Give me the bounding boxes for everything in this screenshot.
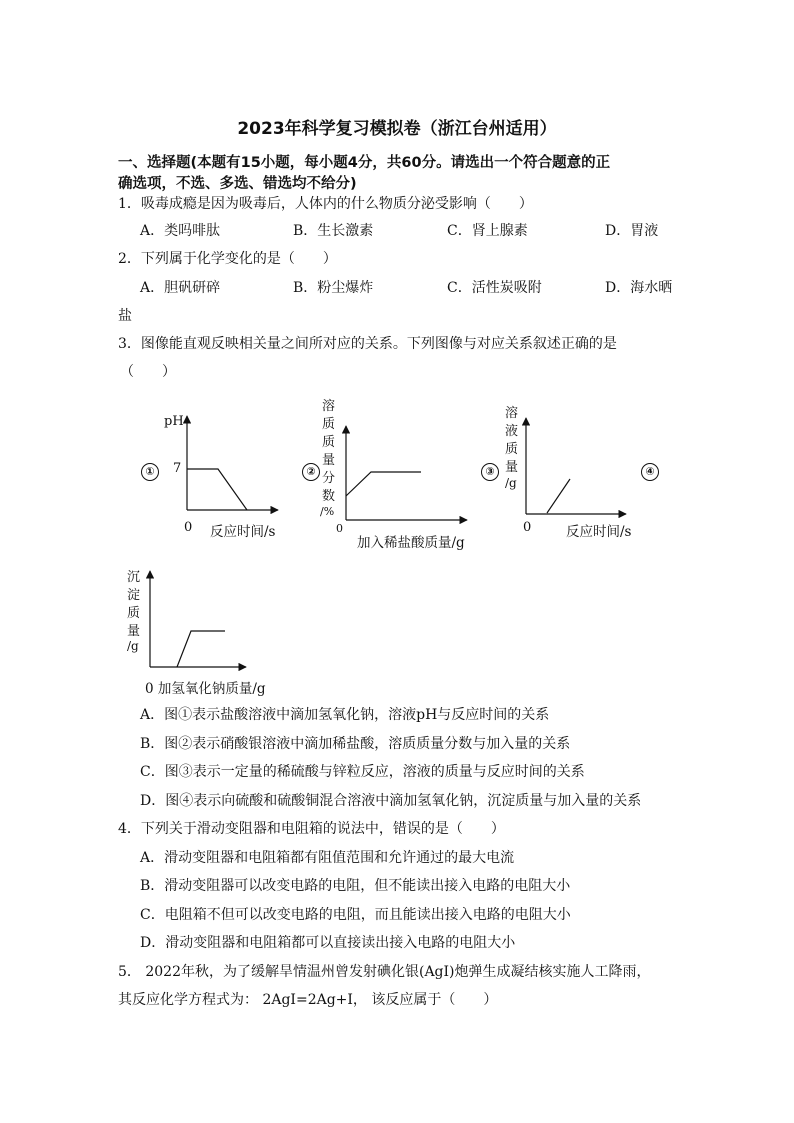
graph2-ylabel-3: 量 xyxy=(322,453,336,468)
graph4-marker: ④ xyxy=(641,463,659,481)
graph4 xyxy=(150,571,246,667)
page-title: 2023年科学复习模拟卷（浙江台州适用） xyxy=(237,119,557,139)
graph3-ylabel-3: 量 xyxy=(505,460,519,475)
graph2-origin: 0 xyxy=(336,522,343,535)
graph1-ylabel: pH xyxy=(164,414,184,429)
graph1-curve xyxy=(187,469,247,510)
graph3-curve xyxy=(547,479,570,513)
section-heading-line2: 确选项，不选、多选、错选均不给分) xyxy=(118,176,357,192)
graph4-ylabel-1: 淀 xyxy=(127,588,141,603)
graph3-marker: ③ xyxy=(481,463,499,481)
q3-option-c: C．图③表示一定量的稀硫酸与锌粒反应，溶液的质量与反应时间的关系 xyxy=(140,764,585,780)
q4-stem: 4．下列关于滑动变阻器和电阻箱的说法中，错误的是（ ） xyxy=(118,821,505,837)
graph3-ylabel-1: 液 xyxy=(505,424,519,439)
graph1 xyxy=(187,416,278,510)
graph2-curve xyxy=(346,472,421,496)
graph2-xlabel: 加入稀盐酸质量/g xyxy=(357,535,465,551)
graph3-ylabel-2: 质 xyxy=(505,442,519,457)
q2-stem: 2．下列属于化学变化的是（ ） xyxy=(118,251,337,267)
q2-option-a: A．胆矾研碎 xyxy=(140,280,221,296)
graph1-marker: ① xyxy=(141,463,159,481)
q2-option-d: D．海水晒 xyxy=(605,280,673,296)
q1-option-b: B．生长激素 xyxy=(293,223,374,239)
graph4-ylabel-4: /g xyxy=(127,639,139,653)
graph4-ylabel-0: 沉 xyxy=(127,570,141,585)
graph2-marker: ② xyxy=(302,463,320,481)
q1-option-c: C．肾上腺素 xyxy=(447,223,528,239)
q4-option-c: C．电阻箱不但可以改变电路的电阻，而且能读出接入电路的电阻大小 xyxy=(140,907,571,923)
q3-option-a: A．图①表示盐酸溶液中滴加氢氧化钠，溶液pH与反应时间的关系 xyxy=(140,707,550,723)
q2-option-d-wrap: 盐 xyxy=(118,308,132,324)
q4-option-a: A．滑动变阻器和电阻箱都有阻值范围和允许通过的最大电流 xyxy=(140,850,515,866)
q3-option-b: B．图②表示硝酸银溶液中滴加稀盐酸，溶质质量分数与加入量的关系 xyxy=(140,736,571,752)
graph2-ylabel-5: 数 xyxy=(322,489,336,504)
q5-line2: 其反应化学方程式为： 2AgI=2Ag+I， 该反应属于（ ） xyxy=(118,992,498,1008)
q2-option-b: B．粉尘爆炸 xyxy=(293,280,374,296)
graph4-curve xyxy=(177,631,225,667)
graph2-ylabel-6: /% xyxy=(320,505,335,518)
q4-option-b: B．滑动变阻器可以改变电路的电阻，但不能读出接入电路的电阻大小 xyxy=(140,878,571,894)
graph3-xlabel: 反应时间/s xyxy=(566,524,632,540)
graph4-ylabel-3: 量 xyxy=(127,624,141,639)
q1-stem: 1．吸毒成瘾是因为吸毒后，人体内的什么物质分泌受影响（ ） xyxy=(118,196,533,212)
q2-option-c: C．活性炭吸附 xyxy=(447,280,542,296)
graph2-ylabel-1: 质 xyxy=(322,417,336,432)
q5-line1: 5． 2022年秋，为了缓解旱情温州曾发射碘化银(AgI)炮弹生成凝结核实施人工降雨， xyxy=(118,964,651,980)
graph3 xyxy=(526,418,626,514)
q1-option-a: A．类吗啡肽 xyxy=(140,223,221,239)
q4-option-d: D．滑动变阻器和电阻箱都可以直接读出接入电路的电阻大小 xyxy=(140,935,516,951)
graph2-ylabel-2: 质 xyxy=(322,435,336,450)
graph3-ylabel-4: /g xyxy=(505,476,517,490)
graph1-xlabel: 反应时间/s xyxy=(210,524,276,540)
graph3-origin: 0 xyxy=(523,520,532,535)
graph2-ylabel-0: 溶 xyxy=(322,399,336,414)
graph2 xyxy=(346,426,467,520)
graph2-ylabel-4: 分 xyxy=(322,471,336,486)
q3-paren: （ ） xyxy=(120,364,176,380)
graph3-ylabel-0: 溶 xyxy=(505,406,519,421)
graph4-ylabel-2: 质 xyxy=(127,606,141,621)
graph1-origin: 0 xyxy=(184,520,193,535)
q3-stem: 3．图像能直观反映相关量之间所对应的关系。下列图像与对应关系叙述正确的是 xyxy=(118,336,617,352)
graph1-ytick: 7 xyxy=(173,461,182,476)
section-heading-line1: 一、选择题(本题有15小题，每小题4分，共60分。请选出一个符合题意的正 xyxy=(118,155,611,171)
q1-option-d: D．胃液 xyxy=(605,223,659,239)
graph4-xlabel: 0 加氢氧化钠质量/g xyxy=(145,681,266,697)
q3-option-d: D．图④表示向硫酸和硫酸铜混合溶液中滴加氢氧化钠，沉淀质量与加入量的关系 xyxy=(140,793,642,809)
